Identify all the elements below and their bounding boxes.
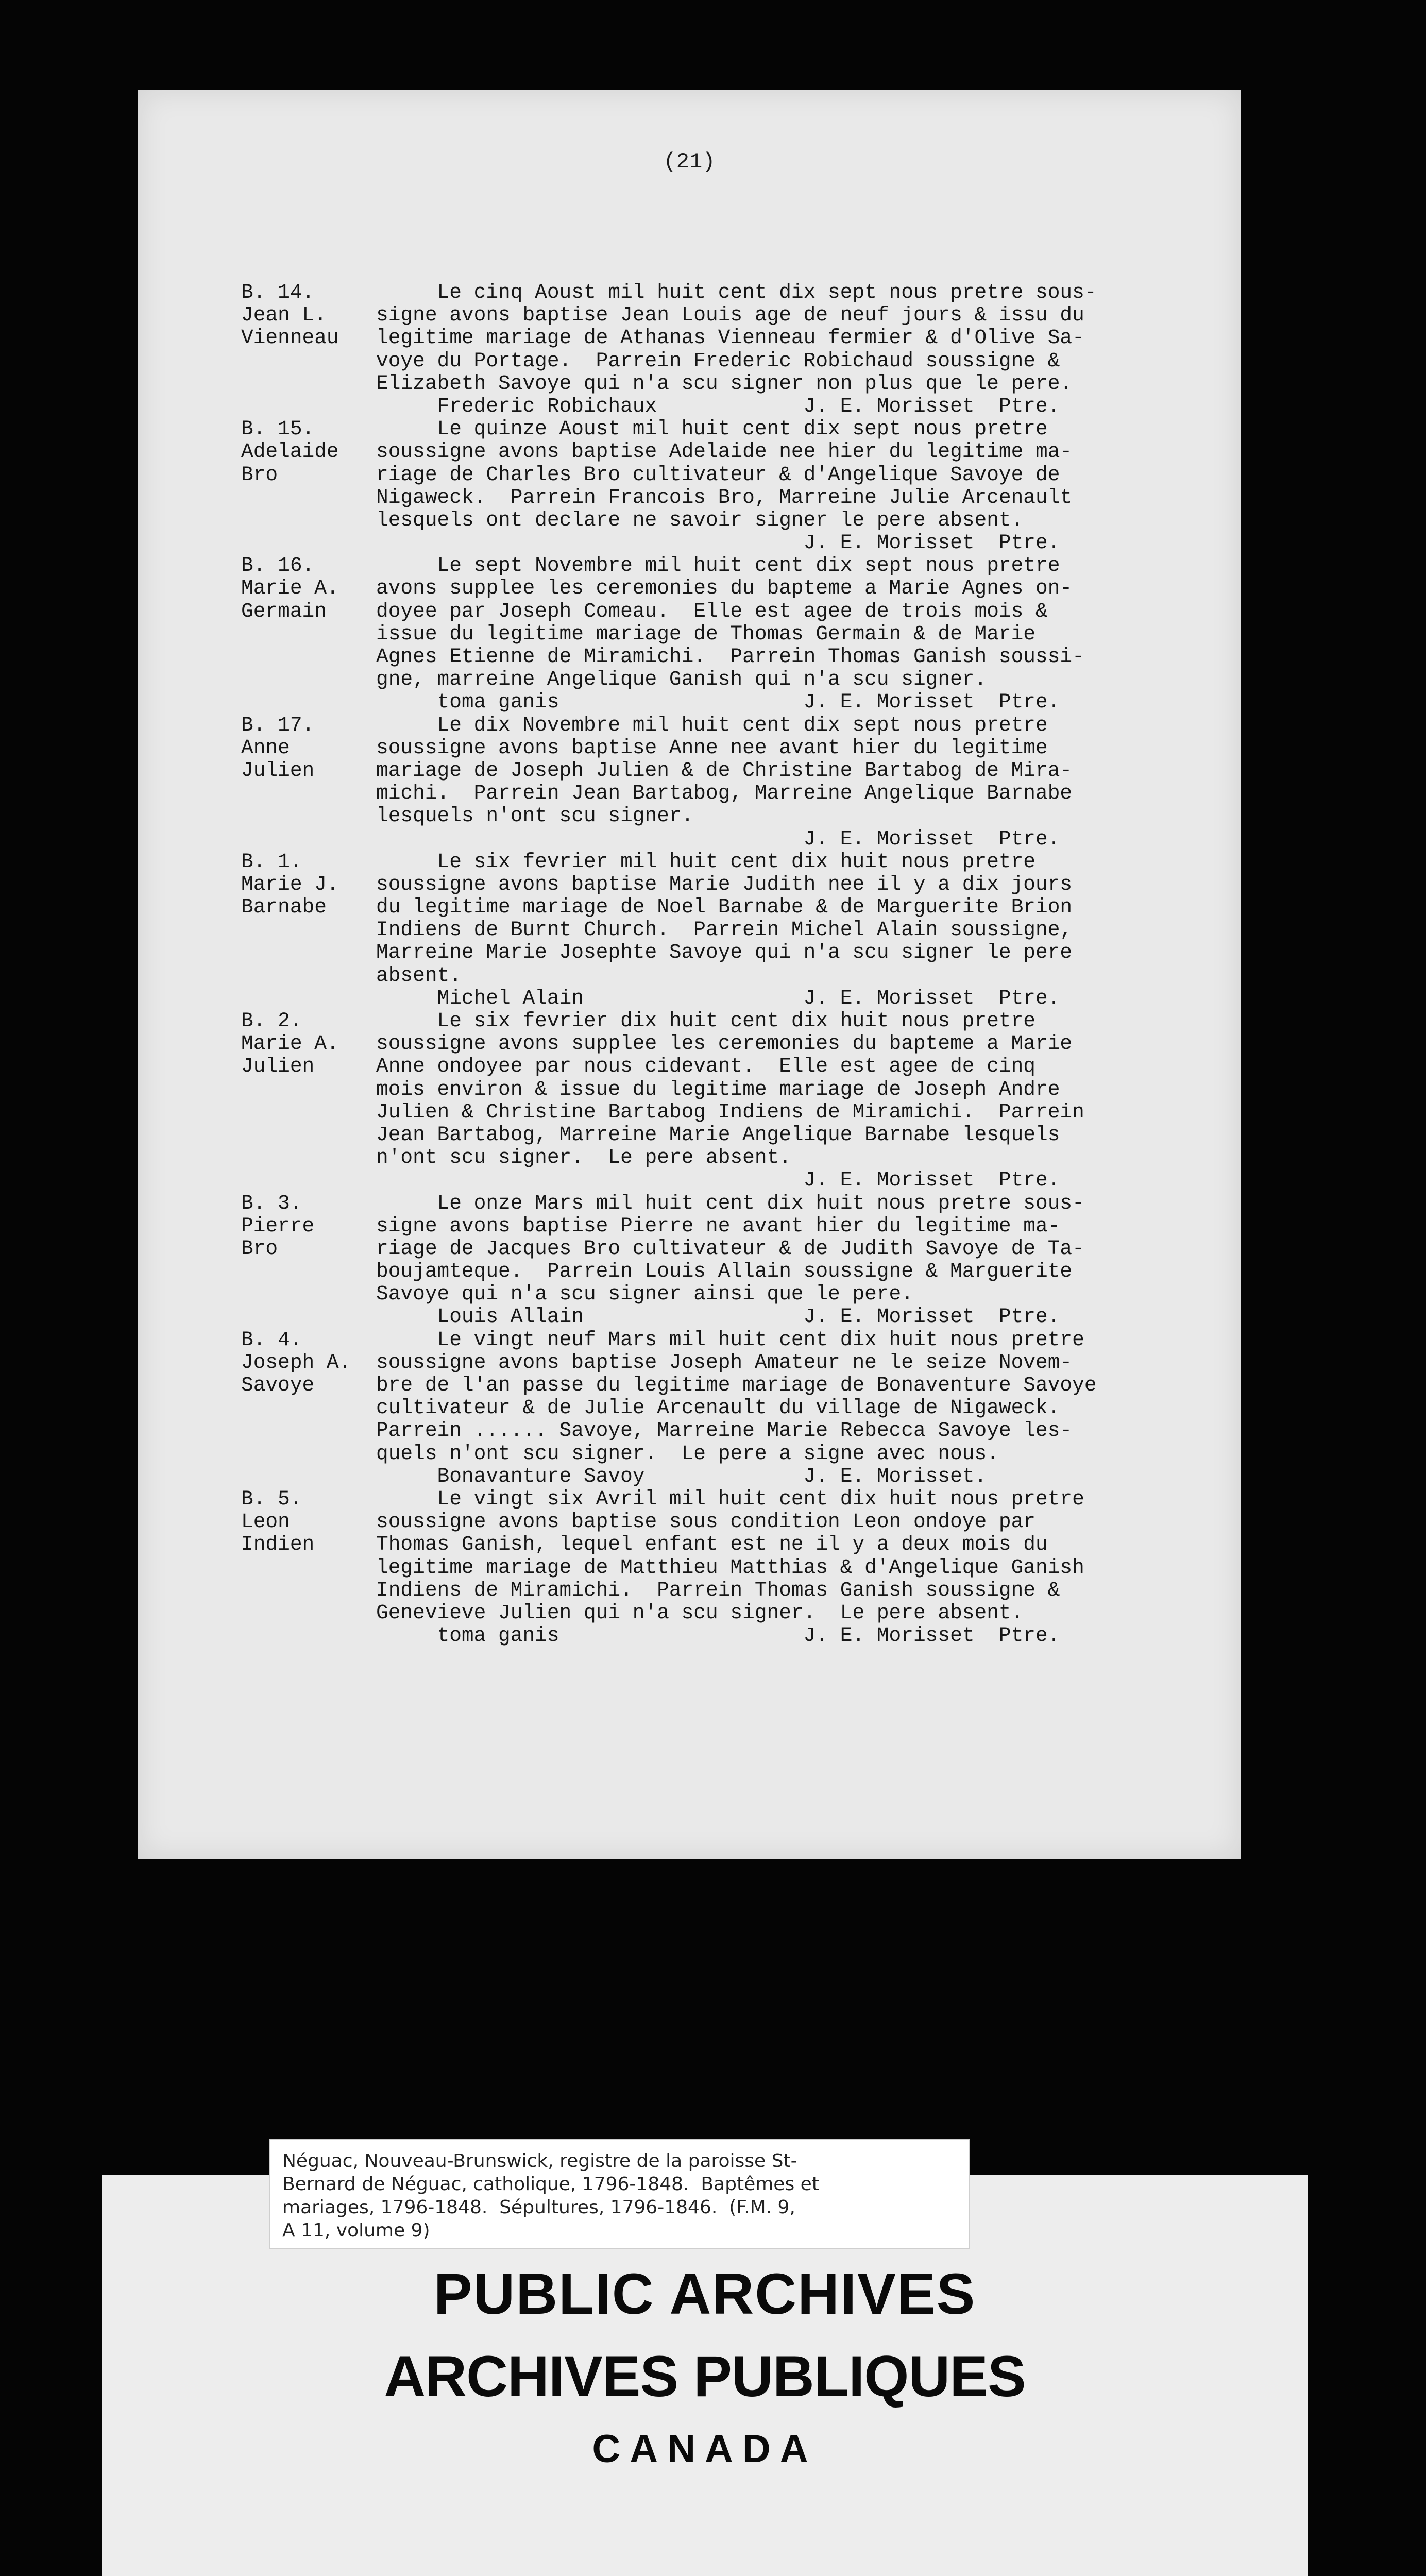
record-line: Thomas Ganish, lequel enfant est ne il y a deux mois du <box>376 1533 1048 1556</box>
margin-line: B. 5. <box>241 1487 302 1511</box>
baptism-record <box>241 281 1225 418</box>
record-line: doyee par Joseph Comeau. Elle est agee de trois mois & <box>376 599 1048 623</box>
caption-line: Bernard de Néguac, catholique, 1796-1848. Baptêmes et <box>282 2174 819 2195</box>
record-line: mariage de Joseph Julien & de Christine Bartabog de Mira- <box>376 758 1073 782</box>
record-line: soussigne avons baptise Anne nee avant hier du legitime <box>376 736 1048 759</box>
record-line: Indiens de Miramichi. Parrein Thomas Ganish soussigne & <box>376 1578 1060 1602</box>
margin-line: B. 1. <box>241 850 302 873</box>
baptism-record <box>241 1488 1225 1647</box>
record-line: michi. Parrein Jean Bartabog, Marreine Angelique Barnabe <box>376 782 1073 805</box>
record-line: riage de Charles Bro cultivateur & d'Angelique Savoye de <box>376 463 1060 486</box>
baptism-record <box>241 418 1225 554</box>
record-line: legitime mariage de Matthieu Matthias & d'Angelique Ganish <box>376 1555 1084 1579</box>
record-line: Elizabeth Savoye qui n'a scu signer non plus que le pere. <box>376 371 1073 395</box>
margin-line: B. 4. <box>241 1328 302 1351</box>
record-line: avons supplee les ceremonies du bapteme a Marie Agnes on- <box>376 577 1073 600</box>
margin-line: Julien <box>241 1055 315 1078</box>
record-line: Indiens de Burnt Church. Parrein Michel Alain soussigne, <box>376 918 1073 942</box>
baptism-record <box>241 714 1225 851</box>
baptism-records <box>241 281 1225 1647</box>
record-line: Le quinze Aoust mil huit cent dix sept nous pretre <box>376 417 1048 441</box>
margin-line: Vienneau <box>241 326 339 350</box>
baptism-record <box>241 1192 1225 1329</box>
record-margin-note <box>241 1010 376 1192</box>
record-line: soussigne avons baptise Marie Judith nee il y a dix jours <box>376 872 1073 896</box>
record-line: issue du legitime mariage de Thomas Germain & de Marie <box>376 622 1036 646</box>
caption-line: mariages, 1796-1848. Sépultures, 1796-1846. (F.M. 9, <box>282 2197 795 2218</box>
margin-line: Pierre <box>241 1214 315 1238</box>
baptism-record <box>241 554 1225 714</box>
record-line: Le vingt six Avril mil huit cent dix huit nous pretre <box>376 1487 1084 1511</box>
margin-line: Germain <box>241 599 327 623</box>
record-line: soussigne avons supplee les ceremonies du bapteme a Marie <box>376 1032 1073 1056</box>
record-line: Frederic Robichaux J. E. Morisset Ptre. <box>376 394 1060 418</box>
record-line: n'ont scu signer. Le pere absent. <box>376 1146 791 1170</box>
record-line: Savoye qui n'a scu signer ainsi que le pere. <box>376 1282 913 1306</box>
record-line: toma ganis J. E. Morisset Ptre. <box>376 1624 1060 1648</box>
record-line: J. E. Morisset Ptre. <box>376 531 1060 555</box>
record-line: Le six fevrier dix huit cent dix huit nous pretre <box>376 1009 1036 1032</box>
record-line: Le dix Novembre mil huit cent dix sept nous pretre <box>376 713 1048 737</box>
record-margin-note <box>241 1329 376 1488</box>
baptism-record <box>241 851 1225 1010</box>
record-margin-note <box>241 281 376 418</box>
margin-line: Barnabe <box>241 895 327 919</box>
record-line: absent. <box>376 963 462 987</box>
register-page <box>138 90 1241 1859</box>
record-line: J. E. Morisset Ptre. <box>376 827 1060 851</box>
margin-line: B. 2. <box>241 1009 302 1032</box>
caption-line: Néguac, Nouveau-Brunswick, registre de la paroisse St- <box>282 2150 797 2172</box>
record-line: Genevieve Julien qui n'a scu signer. Le pere absent. <box>376 1601 1024 1624</box>
margin-line: Anne <box>241 736 290 759</box>
record-line: Louis Allain J. E. Morisset Ptre. <box>376 1305 1060 1329</box>
margin-line: Savoye <box>241 1374 315 1397</box>
record-line: toma ganis J. E. Morisset Ptre. <box>376 690 1060 714</box>
margin-line: Marie J. <box>241 872 339 896</box>
record-line: riage de Jacques Bro cultivateur & de Judith Savoye de Ta- <box>376 1236 1084 1260</box>
record-line: Michel Alain J. E. Morisset Ptre. <box>376 986 1060 1010</box>
margin-line: Julien <box>241 758 315 782</box>
record-line: Jean Bartabog, Marreine Marie Angelique Barnabe lesquels <box>376 1123 1060 1146</box>
record-line: cultivateur & de Julie Arcenault du village de Nigaweck. <box>376 1396 1060 1420</box>
record-line: bre de l'an passe du legitime mariage de Bonaventure Savoye <box>376 1374 1097 1397</box>
record-text <box>376 1488 1225 1647</box>
record-line: signe avons baptise Pierre ne avant hier du legitime ma- <box>376 1214 1060 1238</box>
record-line: soussigne avons baptise sous condition Leon ondoye par <box>376 1510 1036 1534</box>
record-line: J. E. Morisset Ptre. <box>376 1168 1060 1192</box>
record-line: Marreine Marie Josephte Savoye qui n'a scu signer le pere <box>376 941 1073 964</box>
record-line: legitime mariage de Athanas Vienneau fermier & d'Olive Sa- <box>376 326 1084 350</box>
baptism-record <box>241 1010 1225 1192</box>
record-line: Parrein ...... Savoye, Marreine Marie Rebecca Savoye les- <box>376 1419 1073 1443</box>
margin-line: B. 15. <box>241 417 315 441</box>
record-text <box>376 281 1225 418</box>
margin-line: B. 17. <box>241 713 315 737</box>
record-line: voye du Portage. Parrein Frederic Robichaud soussigne & <box>376 349 1060 372</box>
record-text <box>376 554 1225 714</box>
margin-line: Bro <box>241 1236 278 1260</box>
record-line: Julien & Christine Bartabog Indiens de Miramichi. Parrein <box>376 1100 1084 1124</box>
record-line: Le vingt neuf Mars mil huit cent dix huit nous pretre <box>376 1328 1084 1351</box>
record-line: gne, marreine Angelique Ganish qui n'a scu signer. <box>376 668 987 691</box>
baptism-record <box>241 1329 1225 1488</box>
record-line: Le sept Novembre mil huit cent dix sept nous pretre <box>376 554 1060 578</box>
margin-line: B. 16. <box>241 554 315 578</box>
record-line: lesquels n'ont scu signer. <box>376 804 694 828</box>
record-line: Le six fevrier mil huit cent dix huit nous pretre <box>376 850 1036 873</box>
record-text <box>376 1329 1225 1488</box>
archives-publiques-title: ARCHIVES PUBLIQUES <box>384 2344 1026 2409</box>
record-line: signe avons baptise Jean Louis age de neuf jours & issu du <box>376 303 1084 327</box>
public-archives-title: PUBLIC ARCHIVES <box>433 2262 976 2326</box>
record-text <box>376 714 1225 851</box>
record-line: Le onze Mars mil huit cent dix huit nous pretre sous- <box>376 1191 1084 1215</box>
canada-title: CANADA <box>592 2427 818 2471</box>
record-line: quels n'ont scu signer. Le pere a signe avec nous. <box>376 1442 999 1465</box>
record-text <box>376 1192 1225 1329</box>
record-line: Le cinq Aoust mil huit cent dix sept nous pretre sous- <box>376 281 1097 304</box>
record-line: Nigaweck. Parrein Francois Bro, Marreine Julie Arcenault <box>376 485 1073 509</box>
margin-line: B. 3. <box>241 1191 302 1215</box>
margin-line: Jean L. <box>241 303 327 327</box>
margin-line: Joseph A. <box>241 1350 351 1374</box>
record-line: Bonavanture Savoy J. E. Morisset. <box>376 1464 987 1488</box>
record-line: Agnes Etienne de Miramichi. Parrein Thomas Ganish soussi- <box>376 645 1084 668</box>
record-line: soussigne avons baptise Adelaide nee hier du legitime ma- <box>376 440 1073 464</box>
record-text <box>376 851 1225 1010</box>
archive-caption <box>269 2139 970 2249</box>
record-line: Anne ondoyee par nous cidevant. Elle est agee de cinq <box>376 1055 1036 1078</box>
record-line: mois environ & issue du legitime mariage de Joseph Andre <box>376 1077 1060 1101</box>
record-margin-note <box>241 554 376 714</box>
margin-line: Leon <box>241 1510 290 1534</box>
margin-line: Marie A. <box>241 577 339 600</box>
record-margin-note <box>241 714 376 851</box>
margin-line: B. 14. <box>241 281 315 304</box>
record-line: du legitime mariage de Noel Barnabe & de Marguerite Brion <box>376 895 1073 919</box>
margin-line: Indien <box>241 1533 315 1556</box>
record-margin-note <box>241 851 376 1010</box>
margin-line: Marie A. <box>241 1032 339 1056</box>
record-margin-note <box>241 1488 376 1647</box>
record-margin-note <box>241 1192 376 1329</box>
page-number: (21) <box>663 149 716 174</box>
record-text <box>376 418 1225 554</box>
record-line: lesquels ont declare ne savoir signer le pere absent. <box>376 508 1024 532</box>
record-line: soussigne avons baptise Joseph Amateur ne le seize Novem- <box>376 1350 1073 1374</box>
record-margin-note <box>241 418 376 554</box>
record-line: boujamteque. Parrein Louis Allain soussigne & Marguerite <box>376 1260 1073 1283</box>
record-text <box>376 1010 1225 1192</box>
margin-line: Adelaide <box>241 440 339 464</box>
caption-line: A 11, volume 9) <box>282 2220 430 2241</box>
margin-line: Bro <box>241 463 278 486</box>
